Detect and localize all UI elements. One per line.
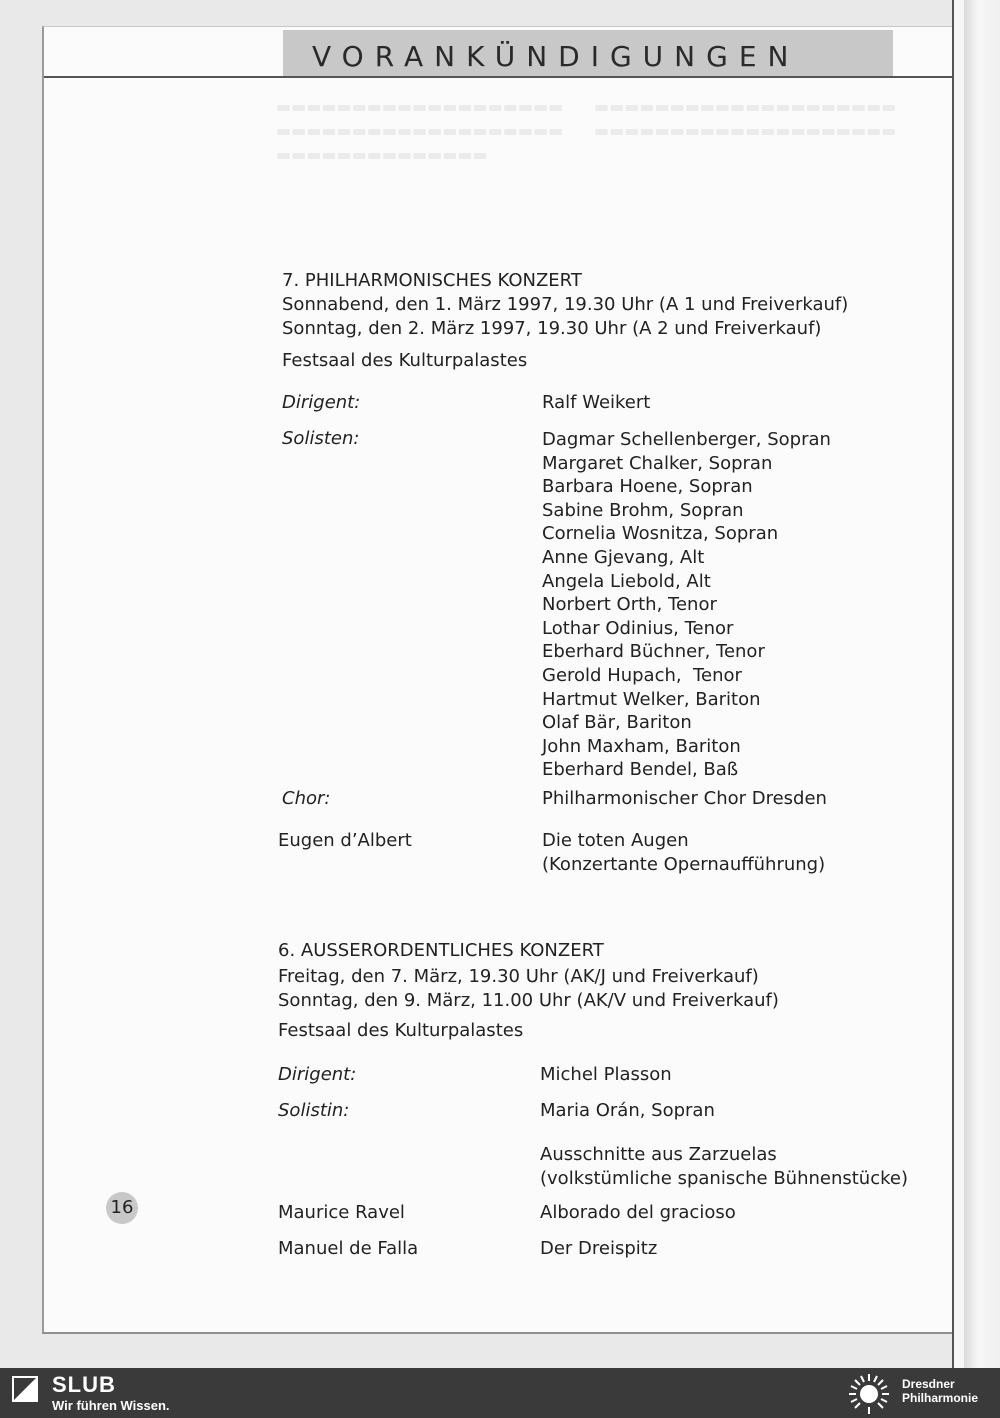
concert2-conductor-label: Dirigent: [278,1064,357,1085]
soloist: Lothar Odinius, Tenor [542,617,734,639]
concert2-date2: Sonntag, den 9. März, 11.00 Uhr (AK/V und Freiverkauf) [278,990,779,1011]
page-title: VORANKÜNDIGUNGEN [312,40,800,73]
concert1-soloists-list [542,428,831,782]
soloist: Olaf Bär, Bariton [542,712,692,734]
concert2-title: 6. AUSSERORDENTLICHES KONZERT [278,940,604,961]
show-through-text: ▬▬▬▬▬▬▬▬▬▬▬▬▬▬▬▬▬▬▬▬ [594,97,897,116]
concert2-excerpt-subtitle: (volkstümliche spanische Bühnenstücke) [540,1168,908,1189]
page-number: 16 [106,1192,138,1224]
concert2-venue: Festsaal des Kulturpalastes [278,1020,524,1041]
concert2-conductor: Michel Plasson [540,1064,672,1085]
next-page-edge [952,0,1000,1368]
library-tagline: Wir führen Wissen. [52,1398,170,1413]
concert1-choir-label: Chor: [282,788,331,809]
soloist: Angela Liebold, Alt [542,570,711,592]
soloist: Gerold Hupach, Tenor [542,664,742,686]
soloist: Hartmut Welker, Bariton [542,688,761,710]
concert2-soloist: Maria Orán, Sopran [540,1100,715,1121]
concert1-venue: Festsaal des Kulturpalastes [282,350,528,371]
partner-name-line1: Dresdner [902,1377,955,1391]
concert1-conductor-label: Dirigent: [282,392,361,413]
show-through-text: ▬▬▬▬▬▬▬▬▬▬▬▬▬▬▬▬▬▬▬ [276,121,564,140]
concert1-title: 7. PHILHARMONISCHES KONZERT [282,270,582,291]
concert1-composer: Eugen d’Albert [278,830,412,851]
soloist: Sabine Brohm, Sopran [542,499,744,521]
concert1-conductor: Ralf Weikert [542,392,651,413]
soloist: Eberhard Bendel, Baß [542,759,739,781]
concert2-program-composer: Maurice Ravel [278,1202,405,1223]
concert1-work-title: Die toten Augen [542,830,689,851]
concert2-excerpt-title: Ausschnitte aus Zarzuelas [540,1144,777,1165]
soloist: John Maxham, Bariton [542,735,741,757]
show-through-text: ▬▬▬▬▬▬▬▬▬▬▬▬▬▬▬▬▬▬▬▬ [594,121,897,140]
library-name: SLUB [52,1372,116,1397]
slub-logo-icon [12,1376,38,1402]
soloist: Norbert Orth, Tenor [542,594,717,616]
concert1-date1: Sonnabend, den 1. März 1997, 19.30 Uhr (A 1 und Freiverkauf) [282,294,849,315]
partner-name-line2: Philharmonie [902,1391,979,1405]
concert2-program-work: Alborado del gracioso [540,1202,736,1223]
soloist: Margaret Chalker, Sopran [542,452,773,474]
soloist: Anne Gjevang, Alt [542,546,705,568]
soloist: Cornelia Wosnitza, Sopran [542,523,779,545]
header-rule [44,76,952,78]
footer-bar [0,1368,1000,1418]
concert2-soloist-label: Solistin: [278,1100,350,1121]
soloist: Eberhard Büchner, Tenor [542,641,765,663]
show-through-text: ▬▬▬▬▬▬▬▬▬▬▬▬▬▬▬▬▬▬▬ [276,97,564,116]
partner-name [902,1377,978,1405]
soloist: Barbara Hoene, Sopran [542,476,753,498]
concert2-date1: Freitag, den 7. März, 19.30 Uhr (AK/J und Freiverkauf) [278,966,759,987]
concert1-date2: Sonntag, den 2. März 1997, 19.30 Uhr (A 2 und Freiverkauf) [282,318,822,339]
soloist: Dagmar Schellenberger, Sopran [542,429,831,450]
philharmonie-logo-icon [842,1372,896,1414]
concert2-program-work: Der Dreispitz [540,1238,658,1259]
concert1-choir: Philharmonischer Chor Dresden [542,788,827,809]
concert2-program-composer: Manuel de Falla [278,1238,419,1259]
concert1-soloists-label: Solisten: [282,428,360,449]
show-through-text: ▬▬▬▬▬▬▬▬▬▬▬▬▬▬ [276,145,488,164]
concert1-work-subtitle: (Konzertante Opernaufführung) [542,854,826,875]
